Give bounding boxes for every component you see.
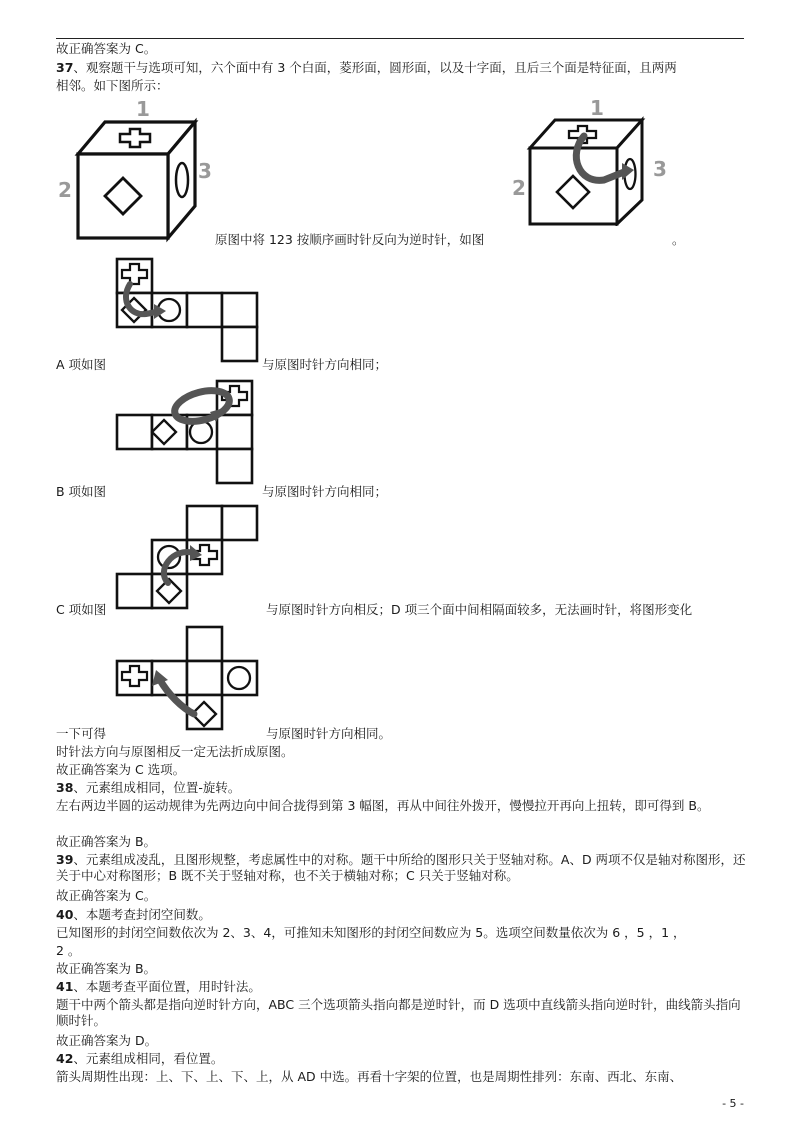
q40-number: 40 xyxy=(56,907,74,922)
q40-body: 已知图形的封闭空间数依次为 2、3、4，可推知未知图形的封闭空间数应为 5。选项空间数量依次为 6 ，5 ，1 ， xyxy=(56,925,686,940)
q38-answer: 故正确答案为 B。 xyxy=(56,834,157,849)
q37-mid-text: 原图中将 123 按顺序画时针反向为逆时针，如图 xyxy=(215,232,485,247)
q42-number: 42 xyxy=(56,1051,74,1066)
option-b-label: B 项如图 xyxy=(56,484,107,499)
q37-intro: 37、观察题干与选项可知，六个面中有 3 个白面，菱形面，圆形面，以及十字面，且后三个面是特征面，且两两 xyxy=(56,60,677,75)
option-c-text: 与原图时针方向相反；D 项三个面中间相隔面较多，无法画时针，将图形变化 xyxy=(266,602,693,617)
q39-title: 39、元素组成凌乱，且图形规整，考虑属性中的对称。题干中所给的图形只关于竖轴对称。A、D 两项不仅是轴对称图形，还关于中心对称图形；B 既不关于竖轴对称，也不关于横轴对称；C 只关于竖轴对称。 xyxy=(56,852,746,883)
q40-title: 40、本题考查封闭空间数。 xyxy=(56,907,211,922)
q39-answer: 故正确答案为 C。 xyxy=(56,888,157,903)
q40-body-cont: 2 。 xyxy=(56,943,81,958)
option-d-label: 一下可得 xyxy=(56,726,107,741)
option-b-text: 与原图时针方向相同； xyxy=(262,484,388,499)
option-d-text: 与原图时针方向相同。 xyxy=(266,726,392,741)
cube-label-1: 1 xyxy=(136,97,150,121)
q37-answer: 故正确答案为 C 选项。 xyxy=(56,762,186,777)
cube-figure-clockwise xyxy=(510,96,670,226)
header-rule xyxy=(56,38,744,39)
q38-number: 38 xyxy=(56,780,74,795)
q40-answer: 故正确答案为 B。 xyxy=(56,961,157,976)
q41-title: 41、本题考查平面位置，用时针法。 xyxy=(56,979,261,994)
q38-body: 左右两边半圆的运动规律为先两边向中间合拢得到第 3 幅图，再从中间往外拨开，慢慢拉开再向上扭转，即可得到 B。 xyxy=(56,798,710,813)
net-option-a xyxy=(112,256,262,366)
cube-figure-original xyxy=(58,96,228,244)
net-option-c xyxy=(112,503,262,613)
cube-label-2: 2 xyxy=(58,178,72,202)
q37-conclusion: 时针法方向与原图相反一定无法折成原图。 xyxy=(56,744,294,759)
q37-number: 37 xyxy=(56,60,74,75)
q37-mid-end: 。 xyxy=(672,232,685,247)
cube-label-3: 3 xyxy=(653,157,667,181)
q41-answer: 故正确答案为 D。 xyxy=(56,1033,158,1048)
q38-title: 38、元素组成相同，位置-旋转。 xyxy=(56,780,241,795)
option-c-label: C 项如图 xyxy=(56,602,107,617)
q42-body: 箭头周期性出现：上、下、上、下、上，从 AD 中选。再看十字架的位置，也是周期性排列：东南、西北、东南、 xyxy=(56,1069,683,1084)
option-a-label: A 项如图 xyxy=(56,357,107,372)
net-option-b xyxy=(112,378,262,488)
cube-label-1: 1 xyxy=(590,96,604,120)
circle-icon xyxy=(176,163,188,197)
q42-title: 42、元素组成相同，看位置。 xyxy=(56,1051,224,1066)
option-a-text: 与原图时针方向相同； xyxy=(262,357,388,372)
circle-icon xyxy=(228,667,250,689)
page-number: - 5 - xyxy=(722,1097,744,1110)
net-option-d xyxy=(112,622,262,732)
q41-number: 41 xyxy=(56,979,74,994)
cube-label-2: 2 xyxy=(512,176,526,200)
prev-answer: 故正确答案为 C。 xyxy=(56,41,157,56)
q39-number: 39 xyxy=(56,852,74,867)
q41-body: 题干中两个箭头都是指向逆时针方向，ABC 三个选项箭头指向都是逆时针，而 D 选项中直线箭头指向逆时针，曲线箭头指向顺时针。 xyxy=(56,997,741,1028)
q37-intro-cont: 相邻。如下图所示： xyxy=(56,78,169,93)
cube-label-3: 3 xyxy=(198,159,212,183)
